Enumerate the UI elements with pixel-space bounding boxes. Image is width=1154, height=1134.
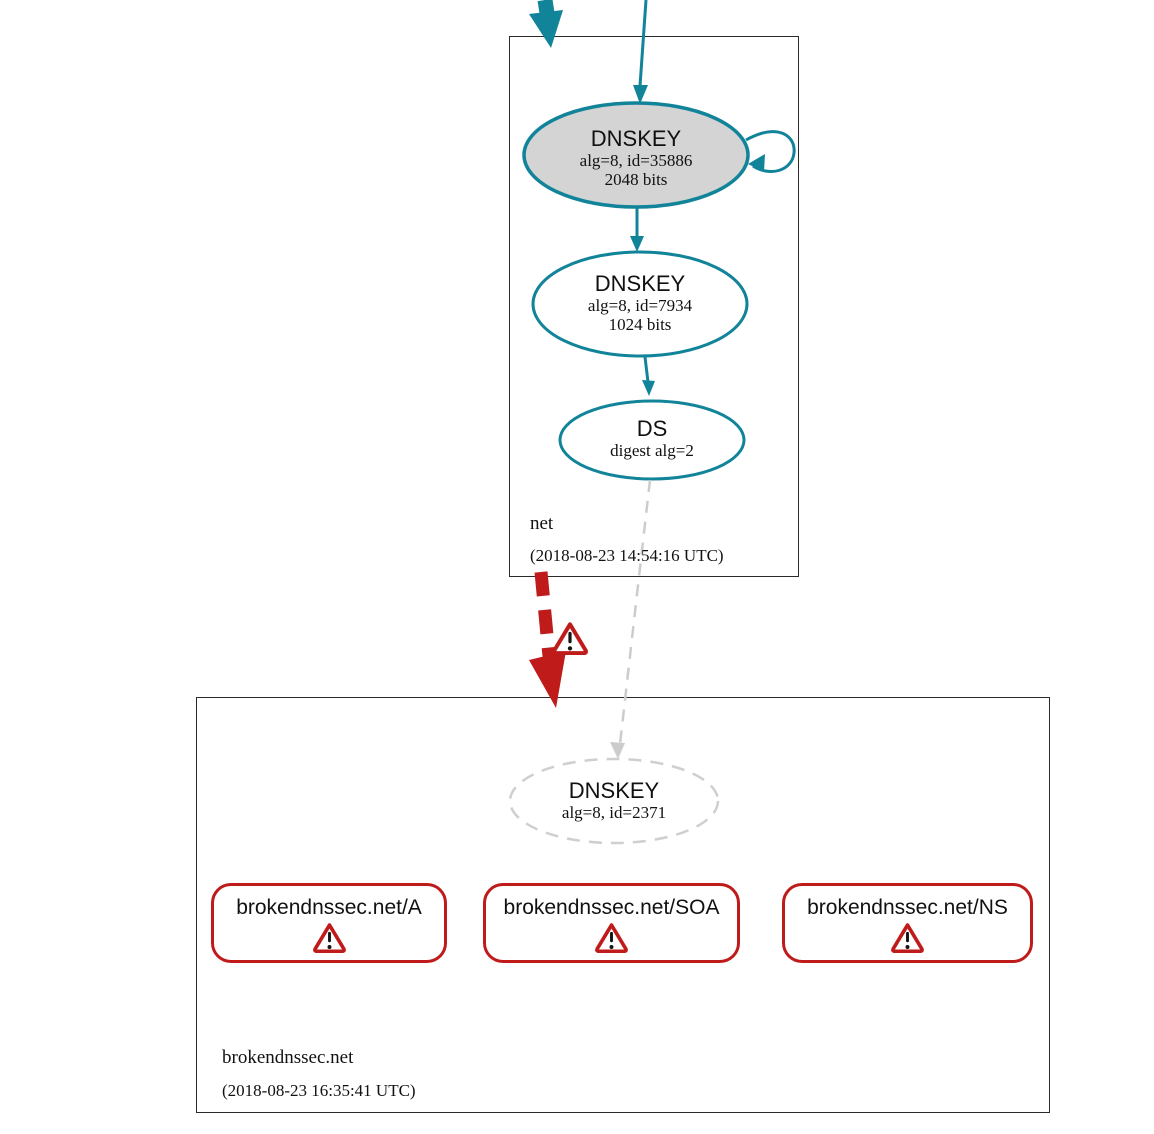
- node-detail: digest alg=2: [610, 441, 694, 460]
- rrset-box-a: [211, 883, 447, 963]
- ksk-self-sign-loop-icon: [746, 132, 794, 172]
- node-title: DNSKEY: [590, 126, 682, 151]
- node-detail: alg=8, id=35886: [579, 151, 693, 170]
- parent-ds-to-ksk-arrow-icon: [633, 0, 648, 104]
- incoming-trust-arrow-icon: [529, 0, 563, 48]
- zone-timestamp-brokendnssec-net: (2018-08-23 16:35:41 UTC): [222, 1081, 416, 1100]
- rrset-label: brokendnssec.net/A: [236, 896, 422, 919]
- node-dnskey-zsk-label: [530, 272, 750, 334]
- zone-timestamp-net: (2018-08-23 14:54:16 UTC): [530, 546, 724, 565]
- rrset-label: brokendnssec.net/SOA: [503, 896, 720, 919]
- node-title: DS: [636, 416, 668, 441]
- warning-icon: [551, 621, 589, 655]
- ksk-signs-zsk-arrow-icon: [630, 208, 644, 252]
- zsk-signs-ds-arrow-icon: [642, 357, 655, 396]
- node-detail: alg=8, id=2371: [561, 803, 667, 822]
- zone-label-brokendnssec-net: brokendnssec.net: [222, 1047, 354, 1068]
- ds-to-child-dnskey-dashed-arrow-icon: [610, 480, 650, 759]
- node-ds-label: [562, 417, 742, 460]
- zone-label-net: net: [530, 513, 554, 534]
- rrset-box-soa: [483, 883, 740, 963]
- node-detail: 1024 bits: [608, 315, 672, 334]
- node-detail: alg=8, id=7934: [587, 296, 693, 315]
- warning-icon: [890, 922, 925, 953]
- rrset-label: brokendnssec.net/NS: [807, 896, 1008, 919]
- rrset-box-ns: [782, 883, 1033, 963]
- warning-icon: [312, 922, 347, 953]
- node-title: DNSKEY: [568, 778, 660, 803]
- node-title: DNSKEY: [594, 271, 686, 296]
- node-detail: 2048 bits: [604, 170, 668, 189]
- node-child-dnskey-label: [504, 779, 724, 822]
- warning-icon: [594, 922, 629, 953]
- node-dnskey-ksk-label: [526, 127, 746, 189]
